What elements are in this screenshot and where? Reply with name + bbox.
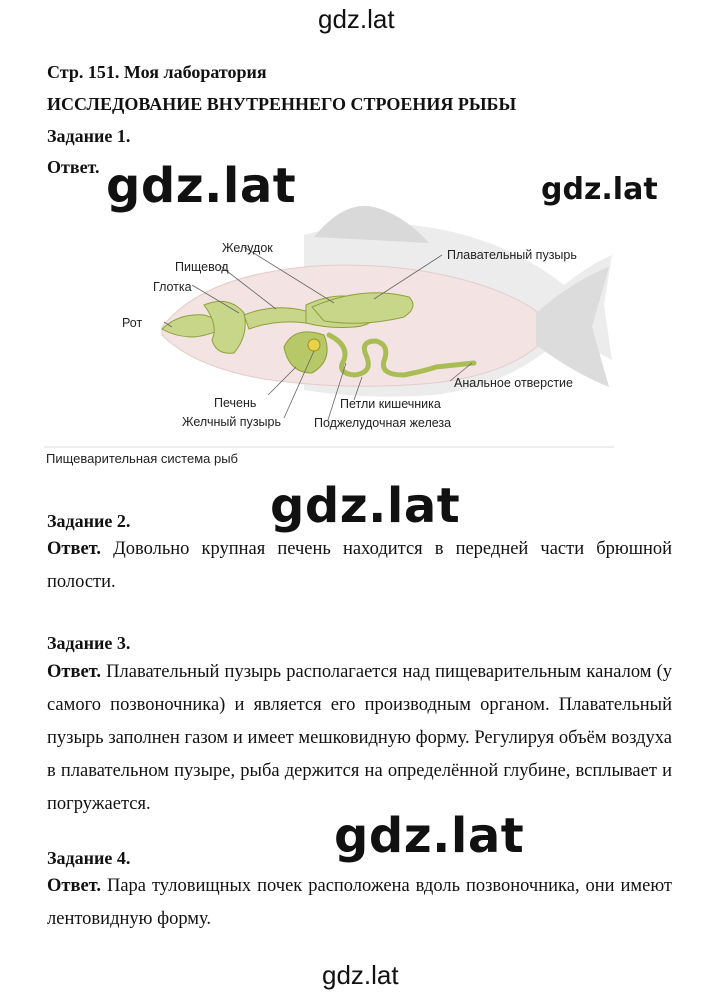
label-intestine-loops: Петли кишечника (340, 397, 441, 411)
label-pharynx: Глотка (153, 280, 192, 294)
watermark-top: gdz.lat (318, 4, 395, 34)
label-anus: Анальное отверстие (454, 376, 573, 390)
dorsal-fin (314, 206, 429, 243)
label-mouth: Рот (122, 316, 143, 330)
watermark-1: gdz.lat (106, 158, 297, 214)
task-2-title: Задание 2. (47, 511, 131, 531)
task-3-answer (47, 656, 672, 821)
watermark-4: gdz.lat (334, 808, 525, 864)
label-esophagus: Пищевод (175, 260, 229, 274)
page-subtitle: ИССЛЕДОВАНИЕ ВНУТРЕННЕГО СТРОЕНИЯ РЫБЫ (47, 94, 517, 114)
label-pancreas: Поджелудочная железа (314, 416, 452, 430)
label-liver: Печень (214, 396, 257, 410)
figure-caption: Пищеварительная система рыб (46, 451, 238, 466)
task-4-title: Задание 4. (47, 848, 131, 868)
label-swim-bladder: Плавательный пузырь (447, 248, 577, 262)
task-4-text: Пара туловищных почек расположена вдоль позвоночника, они имеют лентовидную форму. (47, 876, 673, 929)
task-4-answer-label: Ответ. (47, 876, 102, 896)
task-2-answer (47, 533, 672, 599)
task-1-title: Задание 1. (47, 126, 131, 146)
gallbladder-organ (308, 339, 320, 351)
watermark-bottom: gdz.lat (322, 960, 399, 990)
task-1-answer-label: Ответ. (47, 157, 100, 177)
label-gallbladder: Желчный пузырь (182, 415, 281, 429)
watermark-3: gdz.lat (270, 478, 461, 534)
task-2-text: Довольно крупная печень находится в передней части брюшной полости. (47, 539, 672, 592)
page-title: Стр. 151. Моя лаборатория (47, 62, 267, 82)
task-2-answer-label: Ответ. (47, 539, 102, 559)
task-3-answer-label: Ответ. (47, 662, 102, 682)
task-3-title: Задание 3. (47, 633, 131, 653)
watermark-2: gdz.lat (541, 172, 658, 207)
task-4-answer (47, 870, 672, 936)
fish-digestive-figure (44, 195, 614, 470)
label-stomach: Желудок (222, 241, 273, 255)
task-3-text: Плавательный пузырь располагается над пищеварительным каналом (у самого позвоночника) и является его производным органом. Плавательный пузырь заполнен газом и имеет мешковидную форму. Регулируя объём воздуха в плавательном пузыре, рыба держится на определённой глубине, всплывает и погружается. (47, 662, 673, 814)
